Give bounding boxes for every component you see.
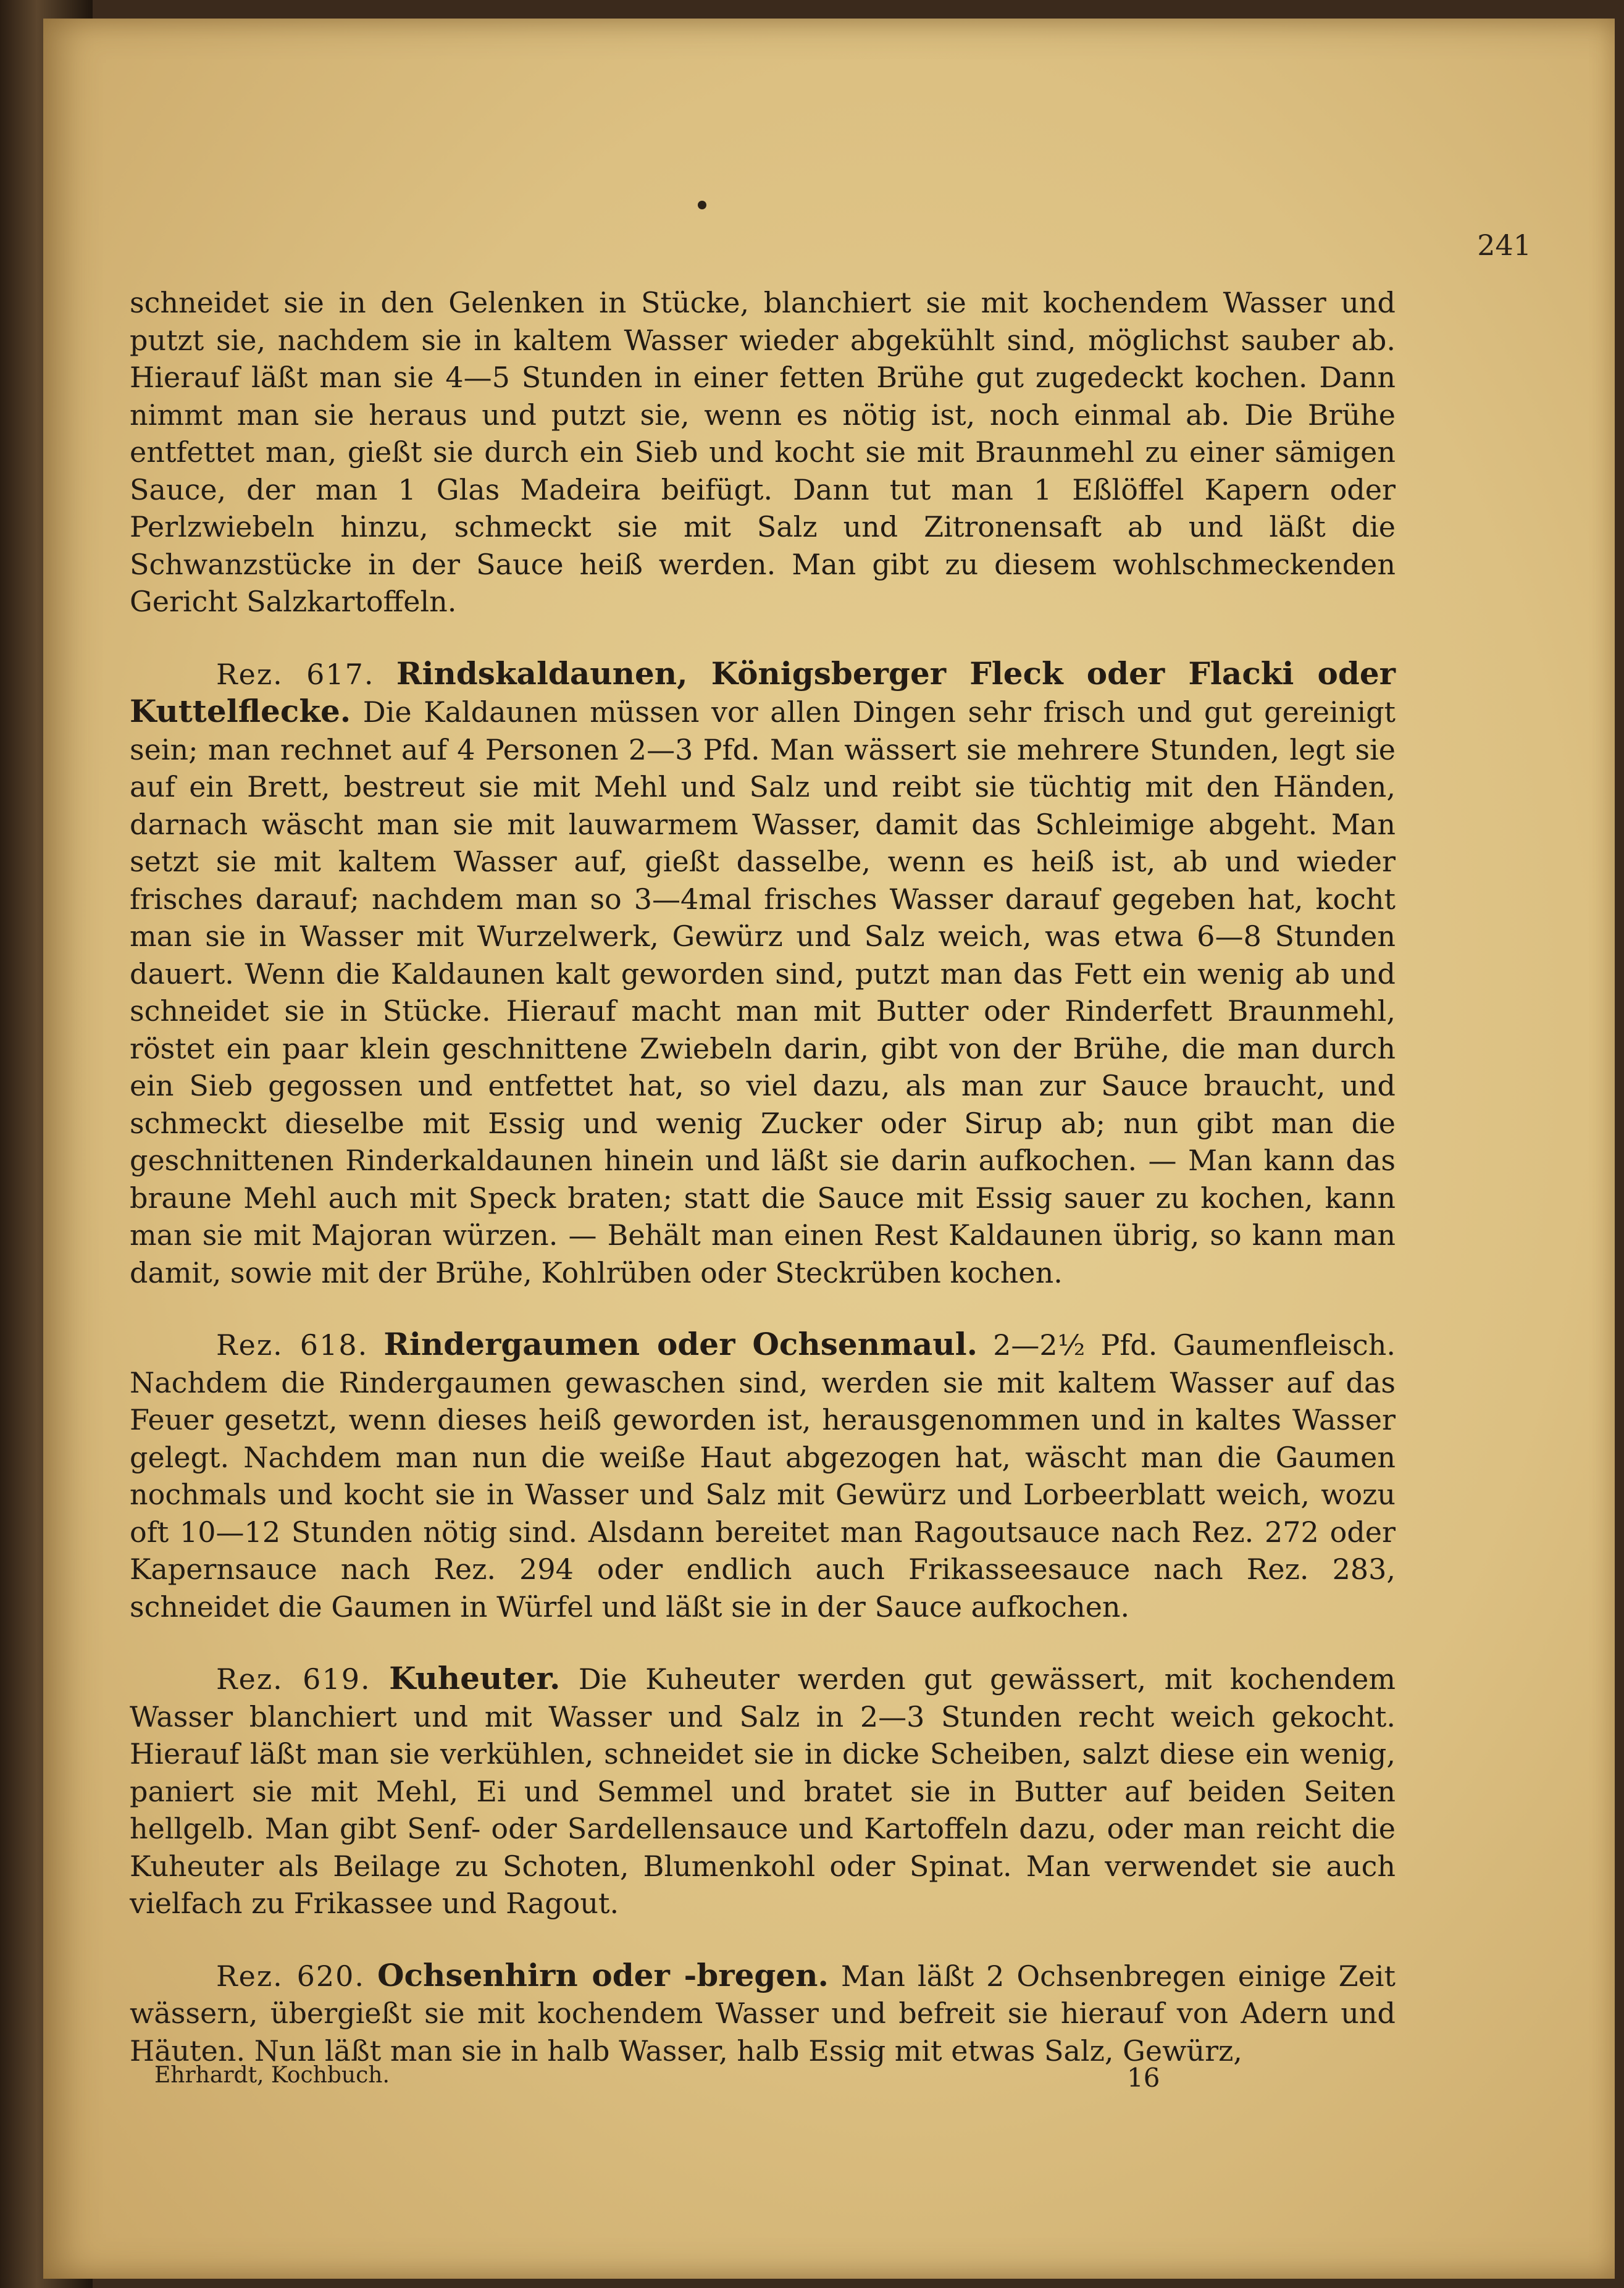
recipe-text: 2—2½ Pfd. Gaumenfleisch. Nachdem die Rindergaumen gewaschen sind, werden sie mit kaltem Wasser auf das Feuer gesetzt, wenn dieses heiß geworden ist, herausgenommen und in kaltes Wasser gelegt. Nachdem man nun die weiße Haut abgezogen hat, wäscht man die Gaumen nochmals und kocht sie in Wasser und Salz mit Gewürz und Lorbeerblatt weich, wozu oft 10—12 Stunden nötig sind. Alsdann bereitet man Ragoutsauce nach Rez. 272 oder Kapernsauce nach Rez. 294 oder endlich auch Frikasseesauce nach Rez. 283, schneidet die Gaumen in Würfel und läßt sie in der Sauce aufkochen. xyxy=(130,1328,1396,1624)
intro-paragraph: schneidet sie in den Gelenken in Stücke, blanchiert sie mit kochendem Wasser und putzt sie, nachdem sie in kaltem Wasser wieder abgekühlt sind, möglichst sauber ab. Hierauf läßt man sie 4—5 Stunden in einer fetten Brühe gut zugedeckt kochen. Dann nimmt man sie heraus und putzt sie, wenn es nötig ist, noch einmal ab. Die Brühe entfettet man, gießt sie durch ein Sieb und kocht sie mit Braunmehl zu einer sämigen Sauce, der man 1 Glas Madeira beifügt. Dann tut man 1 Eßlöffel Kapern oder Perlzwiebeln hinzu, schmeckt sie mit Salz und Zitronensaft ab und läßt die Schwanzstücke in der Sauce heiß werden. Man gibt zu diesem wohlschmeckenden Gericht Salzkartoffeln. xyxy=(130,286,1396,618)
recipe-618 xyxy=(130,1326,1396,1625)
page-footer xyxy=(130,2063,1396,2100)
page-body xyxy=(130,284,1396,2069)
footer-book-title: Ehrhardt, Kochbuch. xyxy=(154,2063,390,2088)
recipe-number: Rez. 619. xyxy=(216,1662,371,1696)
recipe-title: Rindergaumen oder Ochsenmaul. xyxy=(383,1326,978,1362)
footer-signature-mark: 16 xyxy=(1127,2063,1160,2093)
recipe-619 xyxy=(130,1660,1396,1922)
recipe-text: Die Kuheuter werden gut gewässert, mit kochendem Wasser blanchiert und mit Wasser und Salz in 2—3 Stunden recht weich gekocht. Hierauf läßt man sie verkühlen, schneidet sie in dicke Scheiben, salzt diese ein wenig, paniert sie mit Mehl, Ei und Semmel und bratet sie in Butter auf beiden Seiten hellgelb. Man gibt Senf- oder Sardellensauce und Kartoffeln dazu, oder man reicht die Kuheuter als Beilage zu Schoten, Blumenkohl oder Spinat. Man verwendet sie auch vielfach zu Frikassee und Ragout. xyxy=(130,1662,1396,1920)
recipe-number: Rez. 618. xyxy=(216,1328,369,1362)
recipe-title: Kuheuter. xyxy=(389,1660,561,1696)
recipe-number: Rez. 620. xyxy=(216,1959,366,1993)
recipe-title: Rindskaldaunen, Königsberger Fleck oder Flacki oder Kuttelflecke. xyxy=(130,655,1396,729)
recipe-617 xyxy=(130,655,1396,1292)
recipe-number: Rez. 617. xyxy=(216,657,375,691)
recipe-620 xyxy=(130,1957,1396,2070)
page-number: 241 xyxy=(1477,228,1531,262)
recipe-text: Die Kaldaunen müssen vor allen Dingen sehr frisch und gut gereinigt sein; man rechnet auf 4 Personen 2—3 Pfd. Man wässert sie mehrere Stunden, legt sie auf ein Brett, bestreut sie mit Mehl und Salz und reibt sie tüchtig mit den Händen, darnach wäscht man sie mit lauwarmem Wasser, damit das Schleimige abgeht. Man setzt sie mit kaltem Wasser auf, gießt dasselbe, wenn es heiß ist, ab und wieder frisches darauf; nachdem man so 3—4mal frisches Wasser darauf gegeben hat, kocht man sie in Wasser mit Wurzelwerk, Gewürz und Salz weich, was etwa 6—8 Stunden dauert. Wenn die Kaldaunen kalt geworden sind, putzt man das Fett ein wenig ab und schneidet sie in Stücke. Hierauf macht man mit Butter oder Rinderfett Braunmehl, röstet ein paar klein geschnittene Zwiebeln darin, gibt von der Brühe, die man durch ein Sieb gegossen und entfettet hat, so viel dazu, als man zur Sauce braucht, und schmeckt dieselbe mit Essig und wenig Zucker oder Sirup ab; nun gibt man die geschnittenen Rinderkaldaunen hinein und läßt sie darin aufkochen. — Man kann das braune Mehl auch mit Speck braten; statt die Sauce mit Essig sauer zu kochen, kann man sie mit Majoran würzen. — Behält man einen Rest Kaldaunen übrig, so kann man damit, sowie mit der Brühe, Kohlrüben oder Steckrüben kochen. xyxy=(130,695,1396,1289)
recipe-title: Ochsenhirn oder -bregen. xyxy=(377,1956,829,1993)
recipe-text: Man läßt 2 Ochsenbregen einige Zeit wässern, übergießt sie mit kochendem Wasser und befreit sie hierauf von Adern und Häuten. Nun läßt man sie in halb Wasser, halb Essig mit etwas Salz, Gewürz, xyxy=(130,1959,1396,2068)
ink-dot xyxy=(698,201,706,209)
